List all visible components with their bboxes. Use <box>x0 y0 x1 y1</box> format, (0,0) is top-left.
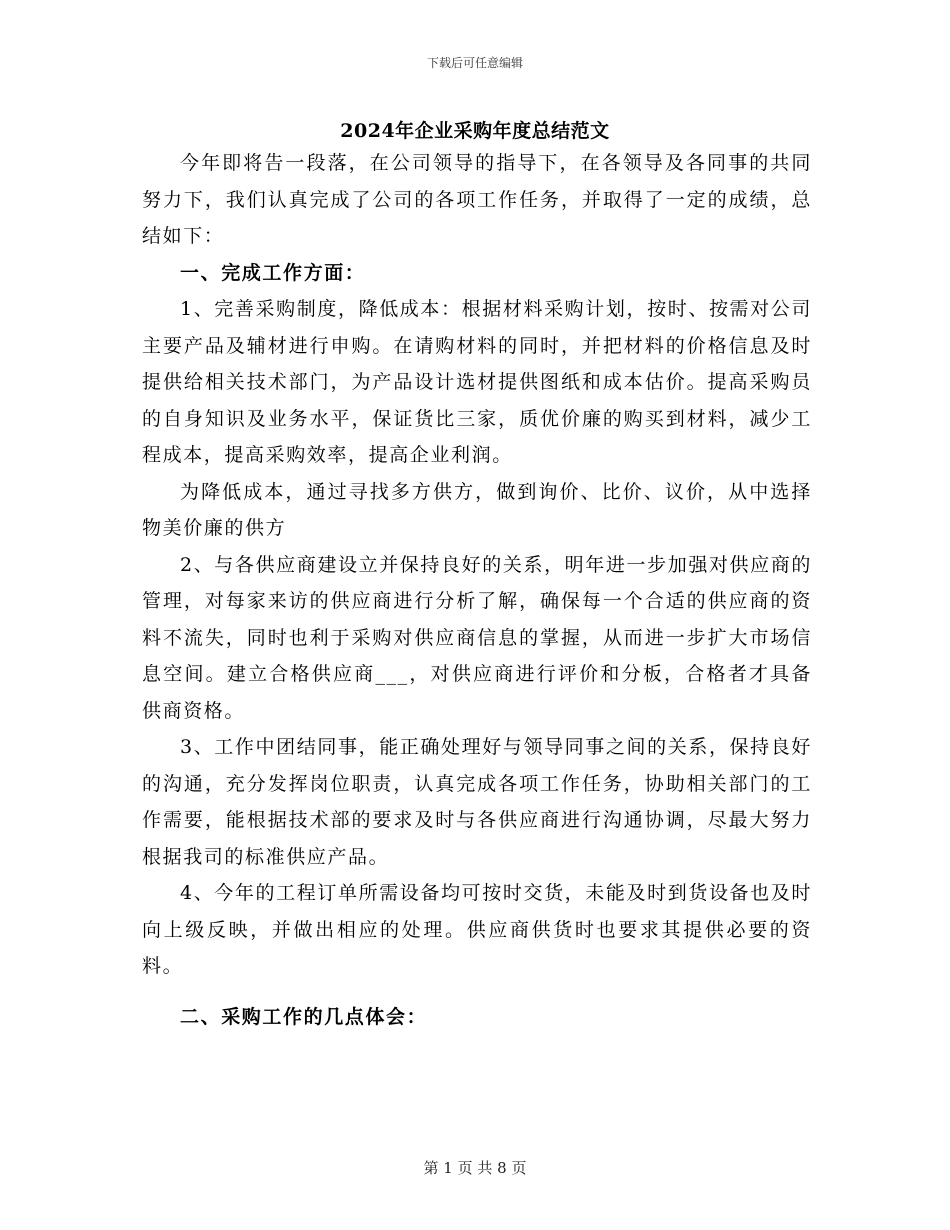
paragraph-item-1: 1、完善采购制度，降低成本：根据材料采购计划，按时、按需对公司主要产品及辅材进行申购。在请购材料的同时，并把材料的价格信息及时提供给相关技术部门，为产品设计选材提供图纸和成本估价。提高采购员的自身知识及业务水平，保证货比三家，质优价廉的购买到材料，减少工程成本，提高采购效率，提高企业利润。 <box>142 298 812 466</box>
paragraph-intro: 今年即将告一段落，在公司领导的指导下，在各领导及各同事的共同努力下，我们认真完成了公司的各项工作任务，并取得了一定的成绩，总结如下： <box>142 152 812 247</box>
paragraph-item-2: 2、与各供应商建设立并保持良好的关系，明年进一步加强对供应商的管理，对每家来访的供应商进行分析了解，确保每一个合适的供应商的资料不流失，同时也利于采购对供应商信息的掌握，从而进一步扩大市场信息空间。建立合格供应商___，对供应商进行评价和分板，合格者才具备供商资格。 <box>142 553 812 722</box>
section-heading-insights: 二、采购工作的几点体会： <box>180 1005 428 1028</box>
document-title: 2024年企业采购年度总结范文 <box>340 120 610 142</box>
page-number-footer: 第 1 页 共 8 页 <box>423 1159 527 1177</box>
paragraph-cost-reduction: 为降低成本，通过寻找多方供方，做到询价、比价、议价，从中选择物美价廉的供方 <box>142 480 812 539</box>
paragraph-item-3: 3、工作中团结同事，能正确处理好与领导同事之间的关系，保持良好的沟通，充分发挥岗位职责，认真完成各项工作任务，协助相关部门的工作需要，能根据技术部的要求及时与各供应商进行沟通协调，尽最大努力根据我司的标准供应产品。 <box>142 736 812 868</box>
header-note: 下载后可任意编辑 <box>426 56 523 70</box>
section-heading-work-completed: 一、完成工作方面： <box>180 261 366 284</box>
document-body <box>142 145 812 1035</box>
paragraph-item-4: 4、今年的工程订单所需设备均可按时交货，未能及时到货设备也及时向上级反映，并做出相应的处理。供应商供货时也要求其提供必要的资料。 <box>142 882 812 977</box>
